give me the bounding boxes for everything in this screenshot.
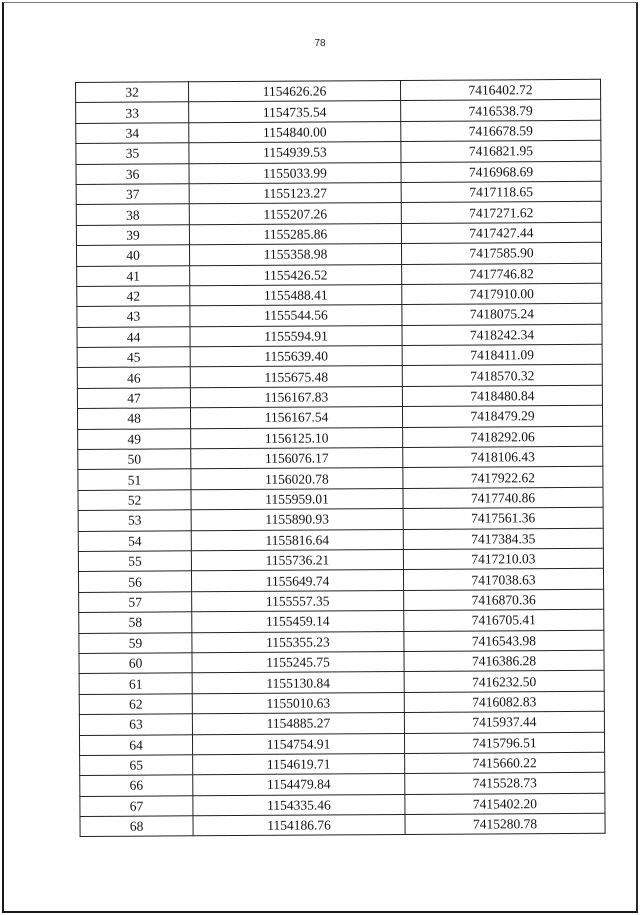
table-row: [76, 161, 601, 185]
point-number-cell: 41: [77, 265, 190, 286]
x-coordinate-cell: 1155285.86: [189, 223, 401, 245]
table-row: [76, 222, 601, 246]
point-number-cell: 33: [76, 102, 189, 123]
table-row: [79, 671, 604, 695]
y-coordinate-cell: 7416678.59: [401, 120, 601, 142]
point-number-cell: 63: [79, 714, 192, 735]
x-coordinate-cell: 1155245.75: [192, 651, 404, 673]
x-coordinate-cell: 1156125.10: [191, 427, 403, 449]
x-coordinate-cell: 1155959.01: [191, 488, 403, 510]
x-coordinate-cell: 1155649.74: [191, 570, 403, 592]
point-number-cell: 44: [77, 326, 190, 347]
point-number-cell: 49: [78, 428, 191, 449]
point-number-cell: 34: [76, 123, 189, 144]
y-coordinate-cell: 7416821.95: [401, 140, 601, 162]
point-number-cell: 36: [76, 163, 189, 184]
point-number-cell: 32: [76, 82, 189, 103]
point-number-cell: 42: [77, 286, 190, 307]
y-coordinate-cell: 7417561.36: [403, 507, 603, 529]
point-number-cell: 64: [79, 734, 192, 755]
point-number-cell: 39: [76, 225, 189, 246]
y-coordinate-cell: 7415937.44: [404, 711, 604, 733]
point-number-cell: 56: [78, 571, 191, 592]
table-row: [76, 100, 601, 124]
table-row: [79, 691, 604, 715]
y-coordinate-cell: 7418106.43: [403, 446, 603, 468]
y-coordinate-cell: 7417384.35: [403, 528, 603, 550]
table-row: [76, 202, 601, 226]
x-coordinate-cell: 1155890.93: [191, 509, 403, 531]
x-coordinate-cell: 1154335.46: [193, 794, 405, 816]
x-coordinate-cell: 1154626.26: [189, 81, 401, 103]
table-row: [78, 467, 603, 491]
coordinates-table-body: [76, 79, 606, 837]
y-coordinate-cell: 7416538.79: [401, 100, 601, 122]
table-row: [78, 487, 603, 511]
x-coordinate-cell: 1154186.76: [193, 815, 405, 837]
table-row: [79, 711, 604, 735]
table-row: [79, 732, 604, 756]
point-number-cell: 35: [76, 143, 189, 164]
table-row: [76, 79, 601, 103]
point-number-cell: 47: [77, 388, 190, 409]
y-coordinate-cell: 7415660.22: [405, 752, 605, 774]
y-coordinate-cell: 7417427.44: [401, 222, 601, 244]
x-coordinate-cell: 1156076.17: [191, 448, 403, 470]
x-coordinate-cell: 1156020.78: [191, 468, 403, 490]
x-coordinate-cell: 1155426.52: [190, 264, 402, 286]
table-row: [78, 507, 603, 531]
y-coordinate-cell: 7418242.34: [402, 324, 602, 346]
table-row: [76, 242, 601, 266]
y-coordinate-cell: 7417585.90: [401, 242, 601, 264]
x-coordinate-cell: 1155736.21: [191, 549, 403, 571]
table-row: [76, 120, 601, 144]
y-coordinate-cell: 7418479.29: [402, 406, 602, 428]
point-number-cell: 60: [79, 653, 192, 674]
x-coordinate-cell: 1154619.71: [193, 753, 405, 775]
point-number-cell: 67: [80, 795, 193, 816]
y-coordinate-cell: 7417922.62: [403, 467, 603, 489]
table-row: [77, 263, 602, 287]
x-coordinate-cell: 1154840.00: [189, 121, 401, 143]
table-row: [78, 569, 603, 593]
x-coordinate-cell: 1155358.98: [189, 244, 401, 266]
x-coordinate-cell: 1155639.40: [190, 346, 402, 368]
x-coordinate-cell: 1155557.35: [192, 590, 404, 612]
table-row: [76, 181, 601, 205]
point-number-cell: 54: [78, 530, 191, 551]
table-row: [80, 813, 605, 837]
point-number-cell: 53: [78, 510, 191, 531]
y-coordinate-cell: 7416968.69: [401, 161, 601, 183]
table-row: [78, 548, 603, 572]
table-row: [76, 140, 601, 164]
y-coordinate-cell: 7415280.78: [405, 813, 605, 835]
coordinates-table: [75, 79, 606, 838]
x-coordinate-cell: 1154479.84: [193, 774, 405, 796]
table-row: [80, 773, 605, 797]
y-coordinate-cell: 7417910.00: [402, 283, 602, 305]
table-row: [78, 446, 603, 470]
point-number-cell: 65: [80, 755, 193, 776]
table-row: [80, 793, 605, 817]
y-coordinate-cell: 7415796.51: [404, 732, 604, 754]
y-coordinate-cell: 7417118.65: [401, 181, 601, 203]
x-coordinate-cell: 1155675.48: [190, 366, 402, 388]
x-coordinate-cell: 1154754.91: [192, 733, 404, 755]
table-row: [77, 385, 602, 409]
point-number-cell: 66: [80, 775, 193, 796]
table-row: [77, 344, 602, 368]
point-number-cell: 43: [77, 306, 190, 327]
x-coordinate-cell: 1155033.99: [189, 162, 401, 184]
point-number-cell: 59: [79, 632, 192, 653]
point-number-cell: 61: [79, 673, 192, 694]
y-coordinate-cell: 7416870.36: [404, 589, 604, 611]
point-number-cell: 57: [79, 592, 192, 613]
y-coordinate-cell: 7416705.41: [404, 609, 604, 631]
table-row: [80, 752, 605, 776]
y-coordinate-cell: 7416402.72: [400, 79, 600, 101]
x-coordinate-cell: 1155207.26: [189, 203, 401, 225]
x-coordinate-cell: 1154939.53: [189, 142, 401, 164]
point-number-cell: 37: [76, 184, 189, 205]
page-number: 78: [314, 38, 326, 49]
x-coordinate-cell: 1154735.54: [189, 101, 401, 123]
y-coordinate-cell: 7416386.28: [404, 650, 604, 672]
table-row: [79, 650, 604, 674]
y-coordinate-cell: 7418292.06: [403, 426, 603, 448]
x-coordinate-cell: 1155130.84: [192, 672, 404, 694]
x-coordinate-cell: 1155816.64: [191, 529, 403, 551]
y-coordinate-cell: 7416232.50: [404, 671, 604, 693]
y-coordinate-cell: 7417271.62: [401, 202, 601, 224]
x-coordinate-cell: 1154885.27: [192, 713, 404, 735]
point-number-cell: 58: [79, 612, 192, 633]
y-coordinate-cell: 7418570.32: [402, 365, 602, 387]
point-number-cell: 45: [77, 347, 190, 368]
table-row: [79, 609, 604, 633]
table-row: [79, 589, 604, 613]
y-coordinate-cell: 7418075.24: [402, 304, 602, 326]
x-coordinate-cell: 1155594.91: [190, 325, 402, 347]
y-coordinate-cell: 7416082.83: [404, 691, 604, 713]
table-row: [79, 630, 604, 654]
table-row: [78, 528, 603, 552]
y-coordinate-cell: 7417038.63: [403, 569, 603, 591]
table-row: [77, 283, 602, 307]
point-number-cell: 51: [78, 469, 191, 490]
y-coordinate-cell: 7416543.98: [404, 630, 604, 652]
x-coordinate-cell: 1155488.41: [190, 284, 402, 306]
x-coordinate-cell: 1156167.83: [190, 386, 402, 408]
point-number-cell: 50: [78, 449, 191, 470]
point-number-cell: 48: [77, 408, 190, 429]
point-number-cell: 40: [76, 245, 189, 266]
point-number-cell: 38: [76, 204, 189, 225]
y-coordinate-cell: 7417210.03: [403, 548, 603, 570]
point-number-cell: 46: [77, 367, 190, 388]
x-coordinate-cell: 1155355.23: [192, 631, 404, 653]
x-coordinate-cell: 1156167.54: [190, 407, 402, 429]
x-coordinate-cell: 1155123.27: [189, 182, 401, 204]
table-row: [77, 365, 602, 389]
y-coordinate-cell: 7417740.86: [403, 487, 603, 509]
table-row: [78, 426, 603, 450]
y-coordinate-cell: 7417746.82: [402, 263, 602, 285]
point-number-cell: 55: [78, 551, 191, 572]
y-coordinate-cell: 7415402.20: [405, 793, 605, 815]
point-number-cell: 62: [79, 694, 192, 715]
x-coordinate-cell: 1155544.56: [190, 305, 402, 327]
point-number-cell: 52: [78, 490, 191, 511]
x-coordinate-cell: 1155010.63: [192, 692, 404, 714]
table-row: [77, 406, 602, 430]
y-coordinate-cell: 7418480.84: [402, 385, 602, 407]
x-coordinate-cell: 1155459.14: [192, 611, 404, 633]
table-row: [77, 304, 602, 328]
point-number-cell: 68: [80, 816, 193, 837]
y-coordinate-cell: 7418411.09: [402, 344, 602, 366]
table-row: [77, 324, 602, 348]
y-coordinate-cell: 7415528.73: [405, 773, 605, 795]
